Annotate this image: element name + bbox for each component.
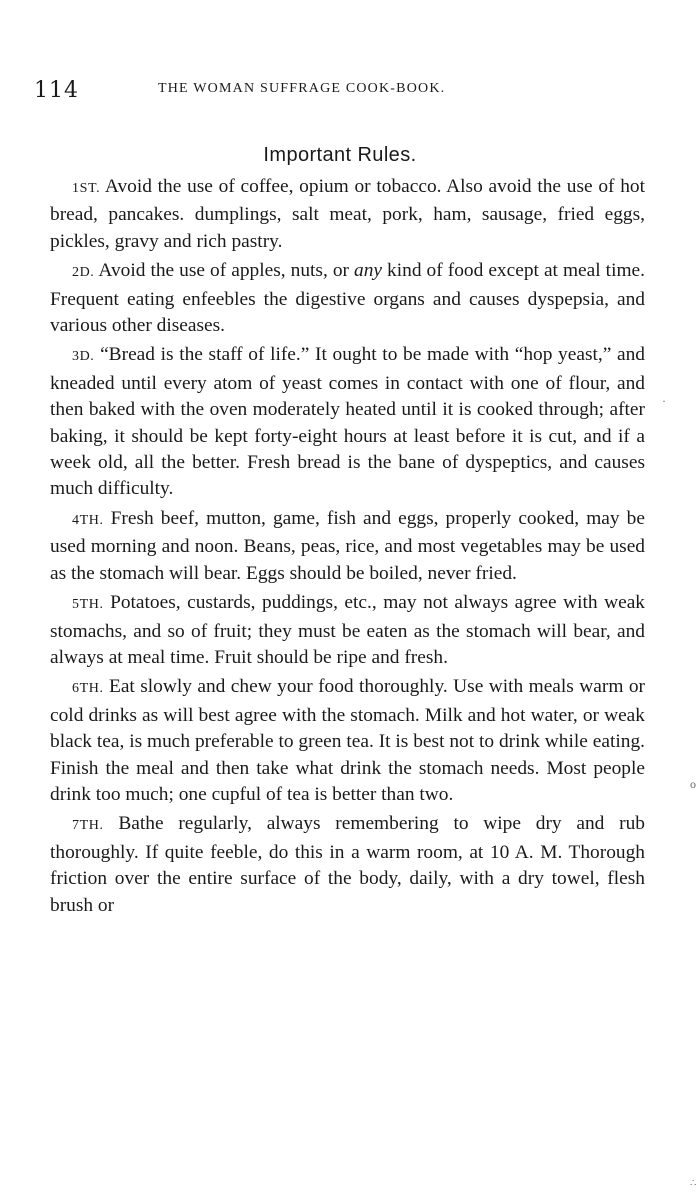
rule-number: 6TH. <box>72 681 104 697</box>
rule-number: 7TH. <box>72 818 104 834</box>
rule-2 <box>50 258 645 339</box>
rule-7 <box>50 811 645 919</box>
rule-number: 3D. <box>72 349 95 365</box>
rule-6 <box>50 674 645 808</box>
rule-text-part: kind of food except at meal time. Frequent eating enfeebles the digestive organs and causes dyspepsia, and various other diseases. <box>50 260 645 337</box>
section-title: Important Rules. <box>263 144 417 166</box>
rule-text-part: Avoid the use of apples, nuts, or <box>98 260 355 282</box>
running-title: THE WOMAN SUFFRAGE COOK-BOOK. <box>158 81 446 96</box>
rule-text <box>50 260 645 336</box>
rule-1 <box>50 174 645 255</box>
margin-speck: ∴ <box>690 1178 697 1189</box>
rule-text: Fresh beef, mutton, game, fish and eggs, properly cooked, may be used morning and noon. Beans, peas, rice, and most vegetables may be used as the stomach will bear. Eggs should be boiled, never fried. <box>50 507 645 584</box>
rule-text: Bathe regularly, always remembering to wipe dry and rub thoroughly. If quite feeble, do this in a warm room, at 10 A. M. Thorough friction over the entire surface of the body, daily, with a dry towel, flesh brush or <box>50 813 645 916</box>
margin-speck: · <box>662 394 666 408</box>
rule-text: Potatoes, custards, puddings, etc., may not always agree with weak stomachs, and so of fruit; they must be eaten as the stomach will bear, and always at meal time. Fruit should be ripe and fresh. <box>50 592 645 668</box>
margin-speck: o <box>690 777 696 791</box>
running-head <box>34 78 654 102</box>
rule-number: 1ST. <box>72 181 101 196</box>
rule-text: Eat slowly and chew your food thoroughly. Use with meals warm or cold drinks as will best agree with the stomach. Milk and hot water, or weak black tea, is much preferable to green tea. It is best not to drink while eating. Finish the meal and then take what drink the stomach needs. Most people drink too much; one cupful of tea is better than two. <box>50 676 645 805</box>
rule-5 <box>50 590 645 671</box>
rule-3 <box>50 342 645 502</box>
page-number: 114 <box>34 78 79 103</box>
rule-number: 4TH. <box>72 512 104 528</box>
rule-text-emphasis: any <box>354 260 383 282</box>
rule-number: 5TH. <box>72 597 104 613</box>
rules-list <box>50 174 645 922</box>
rule-number: 2D. <box>72 265 95 281</box>
rule-text: “Bread is the staff of life.” It ought to be made with “hop yeast,” and kneaded until every atom of yeast comes in contact with one of flour, and then baked with the oven moderately heated until it is cooked through; after baking, it should be kept forty-eight hours at least before it is cut, and if a week old, all the better. Fresh bread is the bane of dyspeptics, and causes much difficulty. <box>50 344 645 500</box>
rule-4 <box>50 506 645 587</box>
rule-text: Avoid the use of coffee, opium or tobacco. Also avoid the use of hot bread, pancakes. dumplings, salt meat, pork, ham, sausage, fried eggs, pickles, gravy and rich pastry. <box>50 176 645 252</box>
